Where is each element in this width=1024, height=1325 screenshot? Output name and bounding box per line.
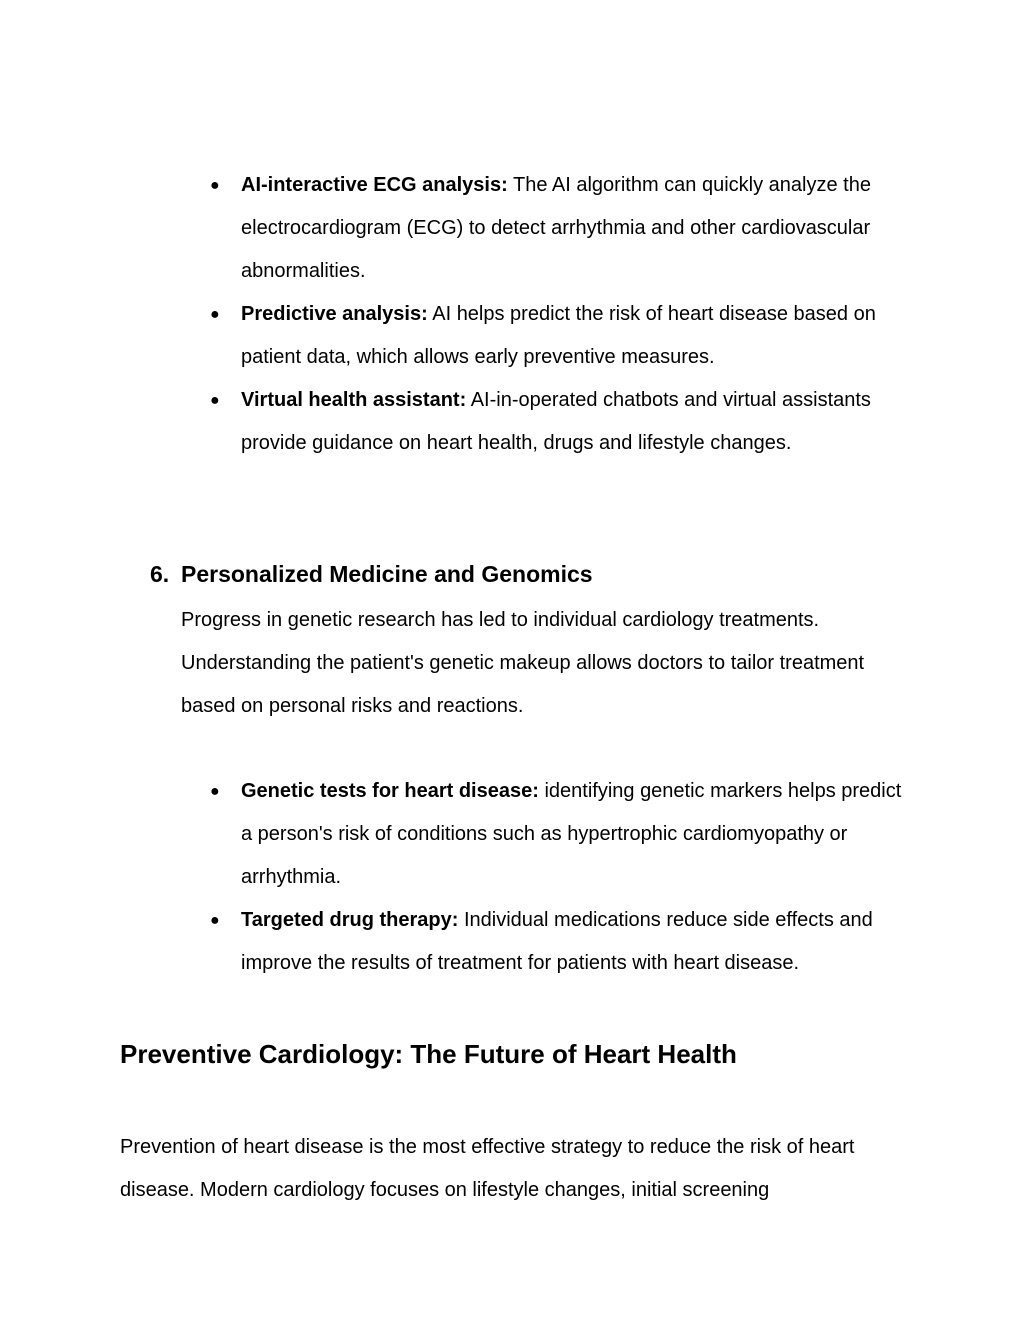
preventive-cardiology-heading: Preventive Cardiology: The Future of Heart Health [120,1039,737,1069]
section-6-heading [150,555,593,593]
bullet-icon: ● [210,306,220,323]
bullet-text: AI helps predict the risk of heart disease based on patient data, which allows early preventive measures. [241,303,876,368]
list-item [210,899,910,985]
section-title: Personalized Medicine and Genomics [181,561,593,587]
bullet-term: Genetic tests for heart disease: [241,780,539,802]
bullet-term: Targeted drug therapy: [241,909,459,931]
genomics-bullet-list [210,770,910,985]
bullet-term: AI-interactive ECG analysis: [241,174,508,196]
bullet-text: AI-in-operated chatbots and virtual assistants provide guidance on heart health, drugs and lifestyle changes. [241,389,871,454]
section-number: 6. [150,561,170,587]
ai-tools-bullet-list [210,164,910,465]
bullet-term: Virtual health assistant: [241,389,467,411]
bullet-icon: ● [210,392,220,409]
bullet-text: The AI algorithm can quickly analyze the electrocardiogram (ECG) to detect arrhythmia and other cardiovascular abnormalities. [241,174,871,282]
preventive-paragraph: Prevention of heart disease is the most effective strategy to reduce the risk of heart disease. Modern cardiology focuses on lifestyle changes, initial screening [120,1136,855,1201]
list-item [210,293,910,379]
bullet-text: identifying genetic markers helps predict a person's risk of conditions such as hypertrophic cardiomyopathy or arrhythmia. [241,780,902,888]
list-item [210,770,910,899]
list-item [210,379,910,465]
list-item [210,164,910,293]
bullet-icon: ● [210,783,220,800]
bullet-term: Predictive analysis: [241,303,428,325]
section-6-paragraph: Progress in genetic research has led to individual cardiology treatments. Understanding the patient's genetic makeup allows doctors to tailor treatment based on personal risks and reactions. [181,609,865,717]
bullet-icon: ● [210,177,220,194]
bullet-icon: ● [210,912,220,929]
bullet-text: Individual medications reduce side effects and improve the results of treatment for patients with heart disease. [241,909,873,974]
